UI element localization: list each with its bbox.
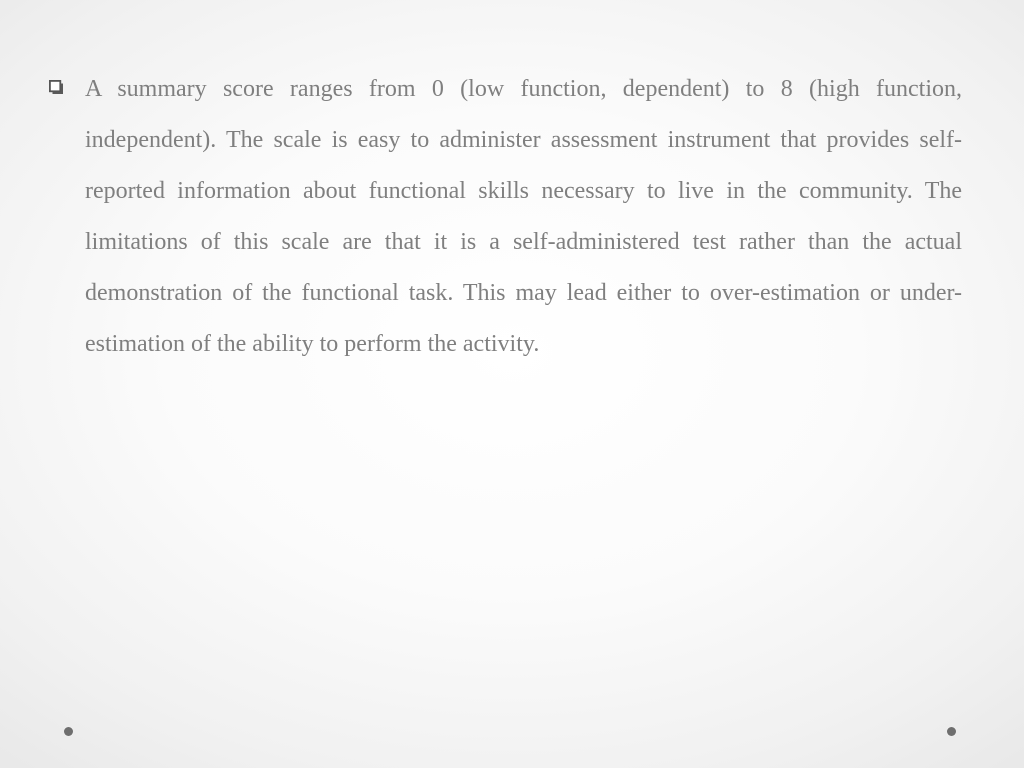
bullet-text: A summary score ranges from 0 (low function, dependent) to 8 (high function, independent). The scale is easy to administer assessment instrument that provides self-reported information about functional skills necessary to live in the community. The limitations of this scale are that it is a self-administered test rather than the actual demonstration of the functional task. This may lead either to over-estimation or under-estimation of the ability to perform the activity. — [85, 76, 962, 357]
hollow-square-bullet-icon — [49, 80, 64, 95]
bullet-list — [48, 64, 962, 370]
dot-icon — [947, 727, 956, 736]
dot-icon — [64, 727, 73, 736]
bullet-item — [48, 64, 962, 370]
